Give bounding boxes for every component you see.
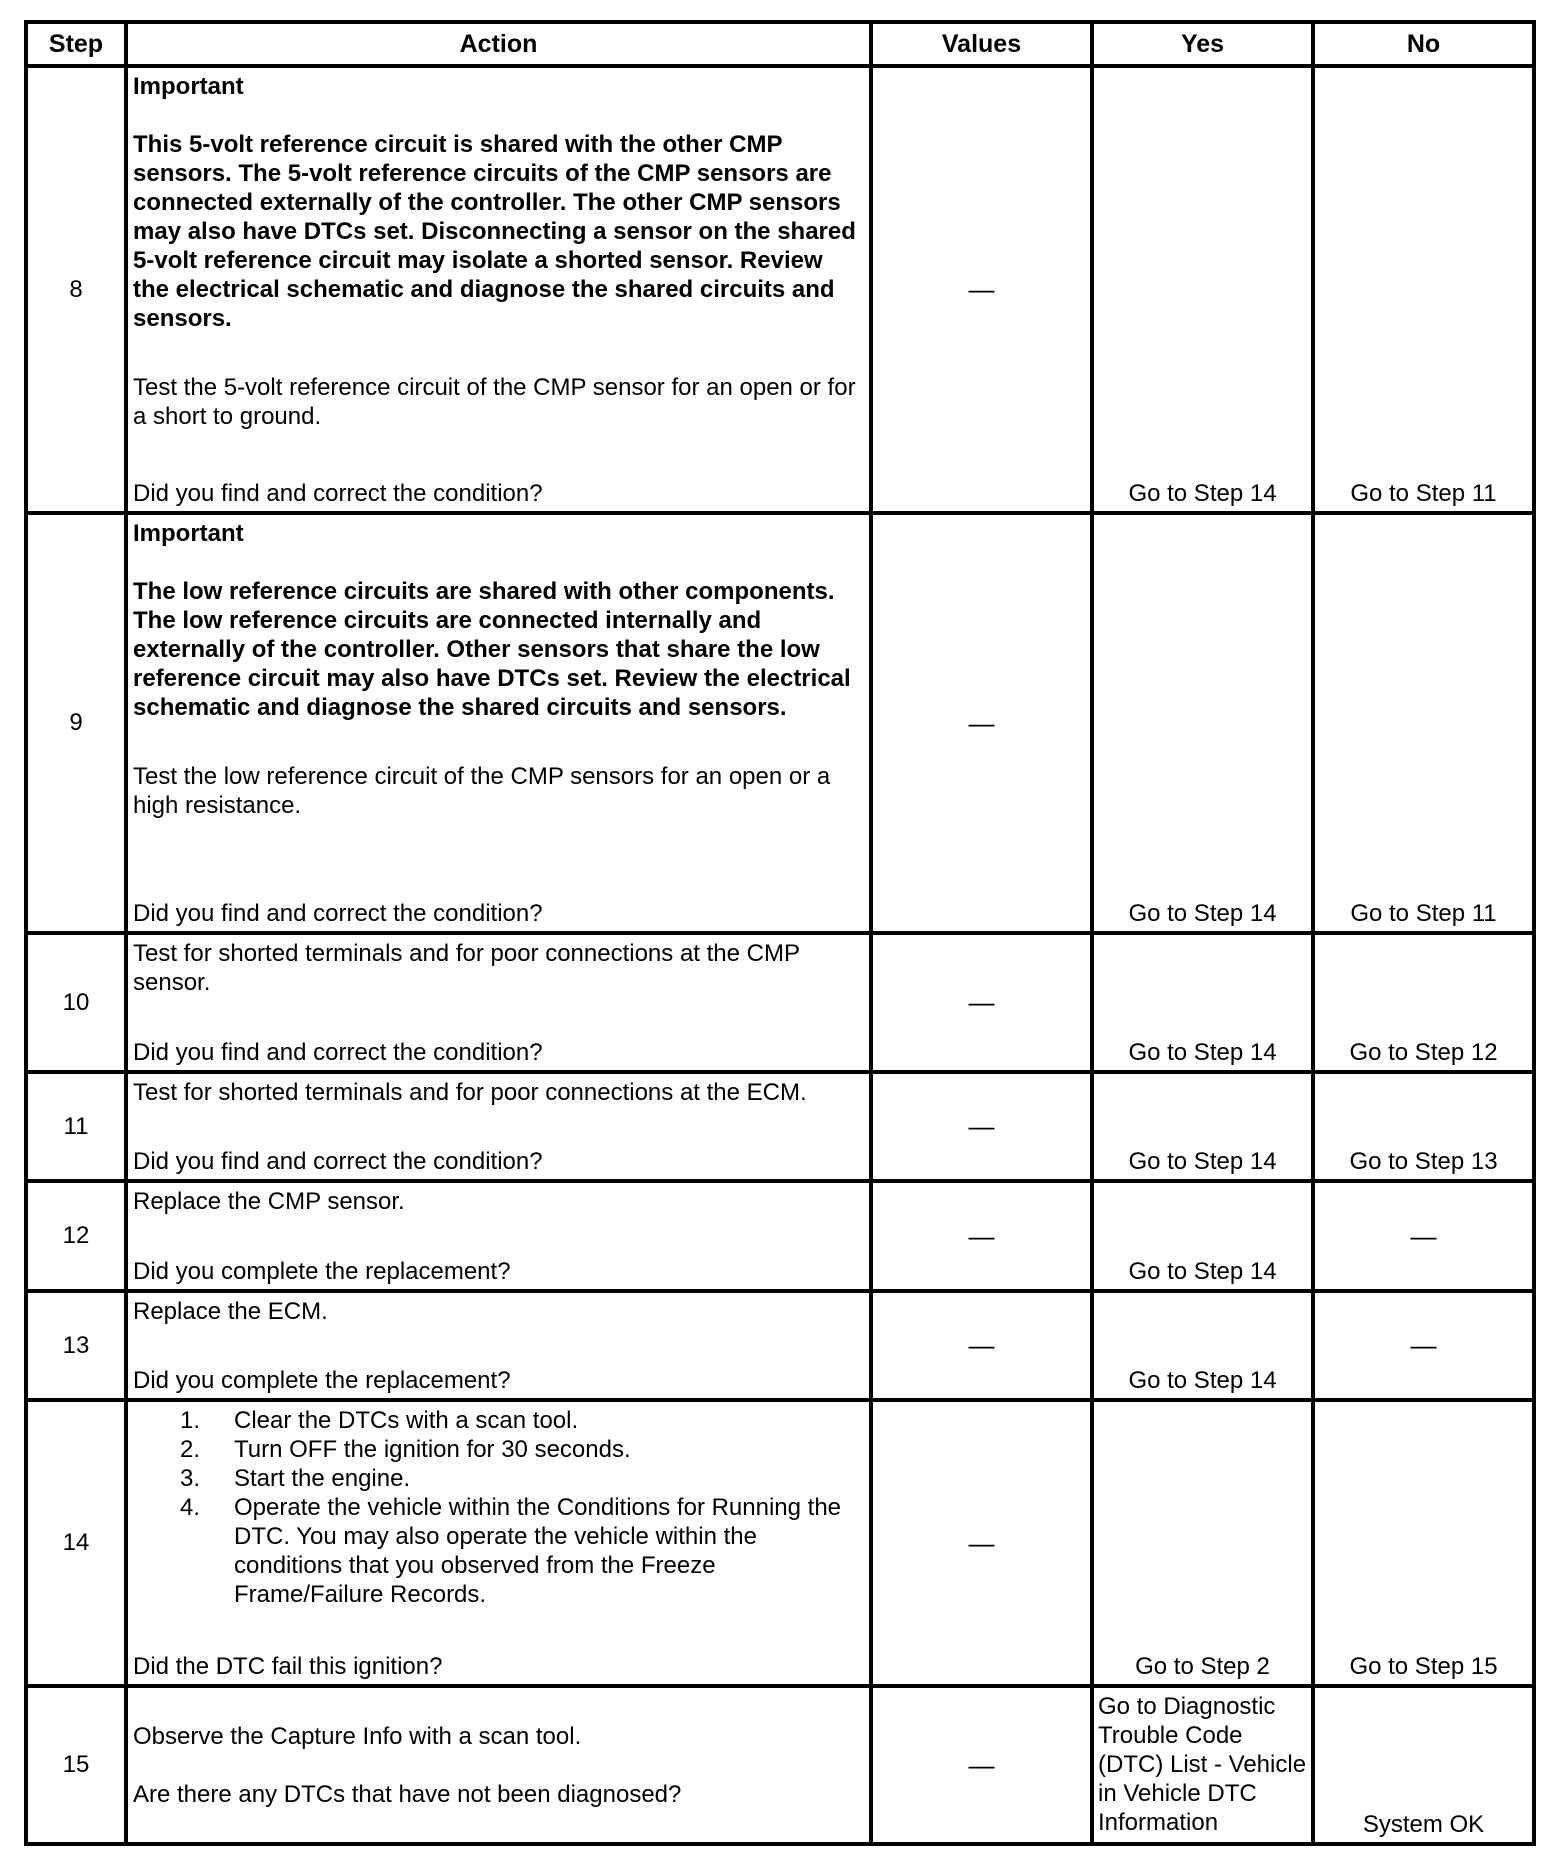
value-cell: — <box>871 1291 1092 1400</box>
header-row <box>26 22 1534 66</box>
table-row <box>26 1181 1534 1291</box>
action-question: Did the DTC fail this ignition? <box>133 1653 443 1680</box>
step-number: 13 <box>26 1291 126 1400</box>
table-row <box>26 1072 1534 1181</box>
action-cell <box>126 1686 871 1844</box>
step-number: 10 <box>26 933 126 1072</box>
action-cell <box>126 933 871 1072</box>
list-text: Operate the vehicle within the Conditions for Running the DTC. You may also operate the vehicle within the conditions that you observed from the Freeze Frame/Failure Records. <box>234 1494 842 1608</box>
list-item <box>133 1406 863 1435</box>
list-text: Clear the DTCs with a scan tool. <box>234 1407 579 1434</box>
action-question: Are there any DTCs that have not been diagnosed? <box>133 1781 682 1808</box>
header-action: Action <box>126 22 871 66</box>
step-number: 11 <box>26 1072 126 1181</box>
action-text: Test the 5-volt reference circuit of the CMP sensor for an open or for a short to ground. <box>133 374 856 430</box>
yes-cell: Go to Step 14 <box>1092 513 1313 933</box>
yes-cell: Go to Diagnostic Trouble Code (DTC) List - Vehicle in Vehicle DTC Information <box>1092 1686 1313 1844</box>
value-cell: — <box>871 513 1092 933</box>
step-number: 9 <box>26 513 126 933</box>
yes-cell: Go to Step 14 <box>1092 933 1313 1072</box>
yes-cell: Go to Step 14 <box>1092 1181 1313 1291</box>
action-text: Test for shorted terminals and for poor connections at the CMP sensor. <box>133 940 800 996</box>
action-cell <box>126 1400 871 1686</box>
value-cell: — <box>871 1181 1092 1291</box>
action-cell <box>126 66 871 513</box>
list-number: 3. <box>179 1465 200 1492</box>
no-cell: Go to Step 15 <box>1313 1400 1534 1686</box>
table-row <box>26 513 1534 933</box>
list-number: 1. <box>179 1407 200 1434</box>
action-cell <box>126 1181 871 1291</box>
important-label: Important <box>133 520 244 547</box>
important-note: This 5-volt reference circuit is shared with the other CMP sensors. The 5-volt reference circuits of the CMP sensors are connected externally of the controller. The other CMP sensors may also have DTCs set. Disconnecting a sensor on the shared 5-volt reference circuit may isolate a shorted sensor. Review the electrical schematic and diagnose the shared circuits and sensors. <box>133 131 856 332</box>
header-no: No <box>1313 22 1534 66</box>
important-label: Important <box>133 73 244 100</box>
action-text: Test for shorted terminals and for poor connections at the ECM. <box>133 1079 807 1106</box>
yes-cell: Go to Step 14 <box>1092 1072 1313 1181</box>
action-question: Did you complete the replacement? <box>133 1258 511 1285</box>
step-number: 15 <box>26 1686 126 1844</box>
no-cell: — <box>1313 1181 1534 1291</box>
step-number: 12 <box>26 1181 126 1291</box>
action-text: Replace the CMP sensor. <box>133 1188 405 1215</box>
action-cell <box>126 513 871 933</box>
header-yes: Yes <box>1092 22 1313 66</box>
table-row <box>26 1400 1534 1686</box>
action-question: Did you find and correct the condition? <box>133 1148 543 1175</box>
action-question: Did you find and correct the condition? <box>133 480 543 507</box>
action-question: Did you find and correct the condition? <box>133 1039 543 1066</box>
header-step: Step <box>26 22 126 66</box>
table-row <box>26 66 1534 513</box>
yes-cell: Go to Step 14 <box>1092 1291 1313 1400</box>
action-text: Replace the ECM. <box>133 1298 328 1325</box>
important-note: The low reference circuits are shared with other components. The low reference circuits are connected internally and externally of the controller. Other sensors that share the low reference circuit may also have DTCs set. Review the electrical schematic and diagnose the shared circuits and sensors. <box>133 578 851 721</box>
yes-cell: Go to Step 14 <box>1092 66 1313 513</box>
no-cell: Go to Step 13 <box>1313 1072 1534 1181</box>
no-cell: Go to Step 11 <box>1313 66 1534 513</box>
no-cell: Go to Step 11 <box>1313 513 1534 933</box>
yes-cell: Go to Step 2 <box>1092 1400 1313 1686</box>
action-text: Observe the Capture Info with a scan tool. <box>133 1723 582 1750</box>
action-text: Test the low reference circuit of the CMP sensors for an open or a high resistance. <box>133 763 831 819</box>
action-question: Did you find and correct the condition? <box>133 900 543 927</box>
step-number: 8 <box>26 66 126 513</box>
action-cell <box>126 1072 871 1181</box>
list-item <box>133 1464 863 1493</box>
value-cell: — <box>871 1400 1092 1686</box>
list-item <box>133 1435 863 1464</box>
header-values: Values <box>871 22 1092 66</box>
action-question: Did you complete the replacement? <box>133 1367 511 1394</box>
list-item <box>133 1493 863 1609</box>
no-cell: System OK <box>1313 1686 1534 1844</box>
value-cell: — <box>871 66 1092 513</box>
step-number: 14 <box>26 1400 126 1686</box>
table-row <box>26 933 1534 1072</box>
action-cell <box>126 1291 871 1400</box>
value-cell: — <box>871 1686 1092 1844</box>
list-text: Start the engine. <box>234 1465 411 1492</box>
no-cell: — <box>1313 1291 1534 1400</box>
diagnostic-table <box>24 20 1536 1846</box>
value-cell: — <box>871 1072 1092 1181</box>
list-number: 2. <box>179 1436 200 1463</box>
table-row <box>26 1291 1534 1400</box>
procedure-list <box>133 1406 863 1609</box>
list-text: Turn OFF the ignition for 30 seconds. <box>234 1436 631 1463</box>
no-cell: Go to Step 12 <box>1313 933 1534 1072</box>
value-cell: — <box>871 933 1092 1072</box>
list-number: 4. <box>179 1494 200 1521</box>
table-row <box>26 1686 1534 1844</box>
